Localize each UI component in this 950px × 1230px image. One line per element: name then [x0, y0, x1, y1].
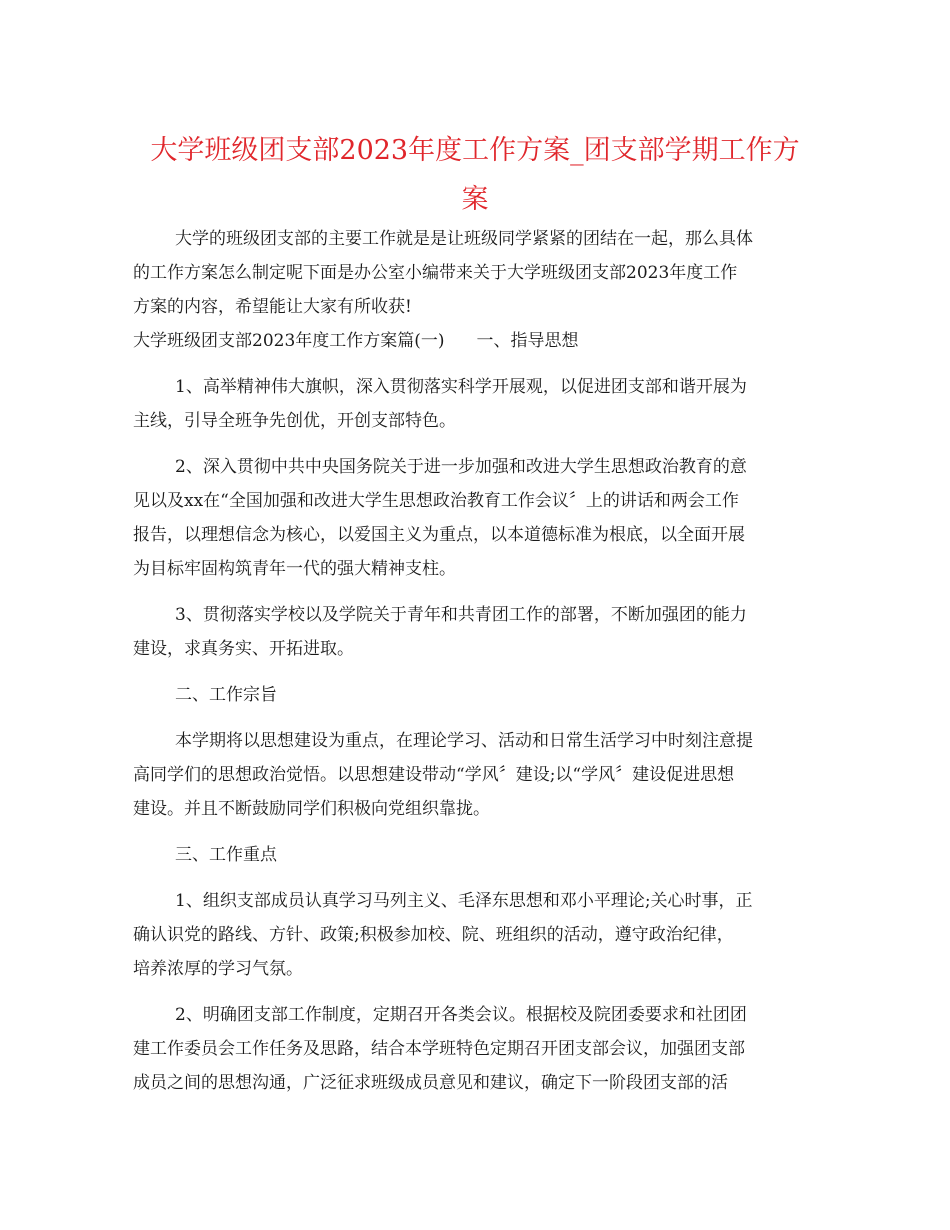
paragraph-3-line-1: 3、贯彻落实学校以及学院关于青年和共青团工作的部署，不断加强团的能力	[175, 605, 747, 625]
intro-line-2: 的工作方案怎么制定呢下面是办公室小编带来关于大学班级团支部2023年度工作	[133, 263, 738, 283]
paragraph-5-line-1: 1、组织支部成员认真学习马列主义、毛泽东思想和邓小平理论;关心时事，正	[175, 891, 753, 911]
paragraph-2-line-1: 2、深入贯彻中共中央国务院关于进一步加强和改进大学生思想政治教育的意	[175, 457, 747, 477]
paragraph-4-line-1: 本学期将以思想建设为重点，在理论学习、活动和日常生活学习中时刻注意提	[175, 731, 753, 751]
paragraph-2-line-3: 报告，以理想信念为核心，以爱国主义为重点，以本道德标准为根底，以全面开展	[133, 525, 745, 545]
paragraph-4-line-3: 建设。并且不断鼓励同学们积极向党组织靠拢。	[133, 799, 490, 819]
paragraph-1-line-2: 主线，引导全班争先创优，开创支部特色。	[133, 411, 456, 431]
paragraph-6-line-2: 建工作委员会工作任务及思路，结合本学班特色定期召开团支部会议，加强团支部	[133, 1039, 745, 1059]
paragraph-3-line-2: 建设，求真务实、开拓进取。	[133, 639, 354, 659]
intro-line-3: 方案的内容，希望能让大家有所收获!	[133, 297, 412, 317]
paragraph-5-line-3: 培养浓厚的学习气氛。	[133, 959, 303, 979]
intro-line-1: 大学的班级团支部的主要工作就是是让班级同学紧紧的团结在一起，那么具体	[175, 229, 753, 249]
heading-work-focus: 三、工作重点	[175, 845, 277, 865]
section-heading-part-b: 一、指导思想	[476, 331, 579, 351]
heading-work-purpose: 二、工作宗旨	[175, 685, 277, 705]
section-heading-line	[133, 329, 833, 353]
document-title-line-1: 大学班级团支部2023年度工作方案_团支部学期工作方	[150, 135, 800, 166]
paragraph-5-line-2: 确认识党的路线、方针、政策;积极参加校、院、班组织的活动，遵守政治纪律，	[133, 925, 734, 945]
paragraph-4-line-2: 高同学们的思想政治觉悟。以思想建设带动“学风〞建设;以“学风〞建设促进思想	[133, 765, 735, 785]
document-title-line-2: 案	[461, 184, 489, 215]
paragraph-6-line-3: 成员之间的思想沟通，广泛征求班级成员意见和建议，确定下一阶段团支部的活	[133, 1073, 728, 1093]
paragraph-2-line-2: 见以及xx在“全国加强和改进大学生思想政治教育工作会议〞上的讲话和两会工作	[133, 491, 739, 511]
paragraph-2-line-4: 为目标牢固构筑青年一代的强大精神支柱。	[133, 559, 456, 579]
section-heading-part-a: 大学班级团支部2023年度工作方案篇(一)	[133, 331, 445, 351]
paragraph-6-line-1: 2、明确团支部工作制度，定期召开各类会议。根据校及院团委要求和社团团	[175, 1005, 747, 1025]
paragraph-1-line-1: 1、高举精神伟大旗帜，深入贯彻落实科学开展观，以促进团支部和谐开展为	[175, 377, 747, 397]
